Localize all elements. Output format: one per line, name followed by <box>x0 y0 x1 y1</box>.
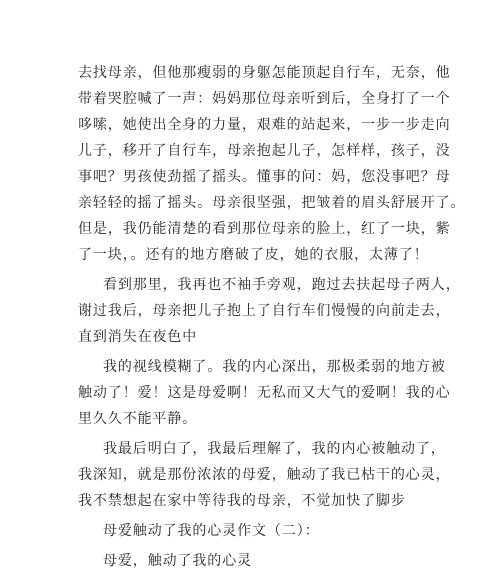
text-line: 儿子，移开了自行车，母亲抱起儿子，怎样样，孩子，没 <box>78 143 451 159</box>
text-line: 母爱触动了我的心灵作文（二）： <box>103 523 320 539</box>
text-line: 哆嗦，她使出全身的力量，艰难的站起来，一步一步走向 <box>78 117 451 133</box>
text-line: 触动了！爱！这是母爱啊！无私而又大气的爱啊！我的心 <box>78 385 451 401</box>
essay-body <box>78 60 466 574</box>
paragraph-1 <box>78 60 466 268</box>
text-line: 我最后明白了，我最后理解了，我的内心被触动了， <box>103 441 446 457</box>
text-line: 我不禁想起在家中等待我的母亲，不觉加快了脚步 <box>78 493 406 509</box>
text-line: 去找母亲，但他那瘦弱的身躯怎能顶起自行车，无奈，他 <box>78 65 451 81</box>
text-line: 但是，我仍能清楚的看到那位母亲的脸上，红了一块，紫 <box>78 221 451 237</box>
paragraph-4 <box>78 436 451 514</box>
paragraph-3 <box>78 354 451 432</box>
text-line: 了一块，。还有的地方磨破了皮，她的衣服，太薄了！ <box>78 247 429 263</box>
text-line: 谢过我后，母亲把儿子抱上了自行车们慢慢的向前走去， <box>78 303 451 319</box>
text-line: 直到消失在夜色中 <box>78 329 198 345</box>
essay-heading <box>78 548 423 574</box>
text-line: 事吧？男孩使劲摇了摇头。懂事的问：妈，您没事吧？母 <box>78 169 451 185</box>
paragraph-2 <box>78 272 461 350</box>
text-line: 我的视线模糊了。我的内心深出，那极柔弱的地方被 <box>103 359 446 375</box>
text-line: 里久久不能平静。 <box>78 411 198 427</box>
essay-subtitle <box>78 518 423 544</box>
text-line: 母爱，触动了我的心灵 <box>103 553 252 569</box>
text-line: 我深知，就是那份浓浓的母爱，触动了我已枯干的心灵， <box>78 467 451 483</box>
text-line: 带着哭腔喊了一声：妈妈那位母亲听到后，全身打了一个 <box>78 91 451 107</box>
text-line: 看到那里，我再也不袖手旁观，跑过去扶起母子两人， <box>103 277 461 293</box>
text-line: 亲轻轻的摇了摇头。母亲很坚强，把皱着的眉头舒展开了。 <box>78 195 466 211</box>
